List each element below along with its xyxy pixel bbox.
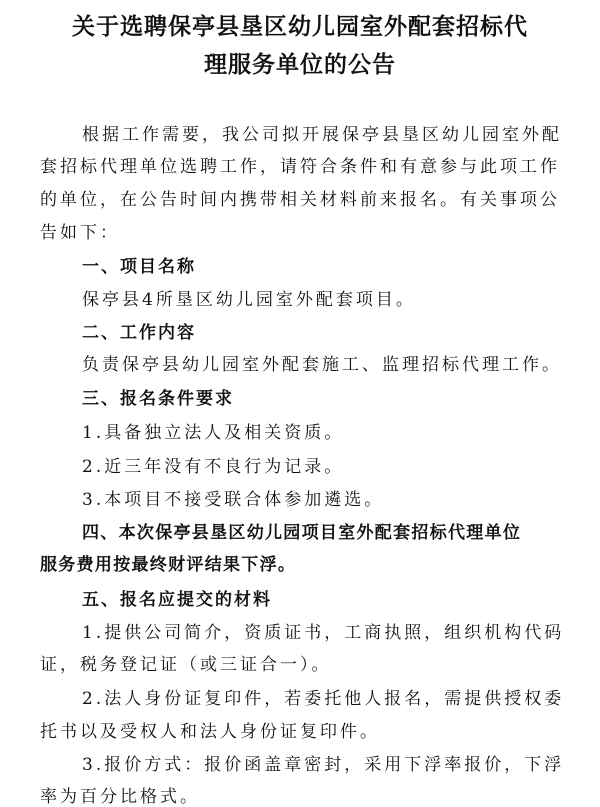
intro-line-1: 根据工作需要，我公司拟开展保亭县垦区幼儿园室外配 xyxy=(82,125,562,145)
section-3-item-3: 3.本项目不接受联合体参加遴选。 xyxy=(82,490,385,510)
section-3-heading: 三、报名条件要求 xyxy=(82,389,234,409)
document-title-line-2: 理服务单位的公告 xyxy=(204,52,396,78)
section-3-item-1: 1.具备独立法人及相关资质。 xyxy=(82,423,345,443)
section-5-item-1-line-1: 1.提供公司简介，资质证书，工商执照，组织机构代码 xyxy=(82,623,565,643)
section-5-item-1-line-2: 证，税务登记证（或三证合一）。 xyxy=(40,655,332,675)
section-5-item-2-line-1: 2.法人身份证复印件，若委托他人报名，需提供授权委 xyxy=(82,689,565,709)
intro-line-2: 套招标代理单位选聘工作，请符合条件和有意参与此项工作 xyxy=(40,157,560,177)
section-1-text: 保亭县4所垦区幼儿园室外配套项目。 xyxy=(82,290,416,310)
section-5-item-2-line-2: 托书以及受权人和法人身份证复印件。 xyxy=(40,722,380,742)
intro-line-3: 的单位，在公告时间内携带相关材料前来报名。有关事项公 xyxy=(40,190,560,210)
section-3-item-2: 2.近三年没有不良行为记录。 xyxy=(82,457,345,477)
intro-line-4: 告如下： xyxy=(40,223,120,243)
document-title-line-1: 关于选聘保亭县垦区幼儿园室外配套招标代 xyxy=(72,14,528,40)
section-1-heading: 一、项目名称 xyxy=(82,257,196,277)
section-5-item-3-line-1: 3.报价方式：报价函盖章密封，采用下浮率报价，下浮 xyxy=(82,755,565,775)
section-2-text: 负责保亭县幼儿园室外配套施工、监理招标代理工作。 xyxy=(82,355,562,375)
section-5-item-3-line-2: 率为百分比格式。 xyxy=(40,787,200,807)
section-2-heading: 二、工作内容 xyxy=(82,323,196,343)
section-5-heading: 五、报名应提交的材料 xyxy=(82,590,272,610)
section-4-line-1: 四、本次保亭县垦区幼儿园项目室外配套招标代理单位 xyxy=(82,523,522,543)
section-4-line-2: 服务费用按最终财评结果下浮。 xyxy=(40,555,297,575)
